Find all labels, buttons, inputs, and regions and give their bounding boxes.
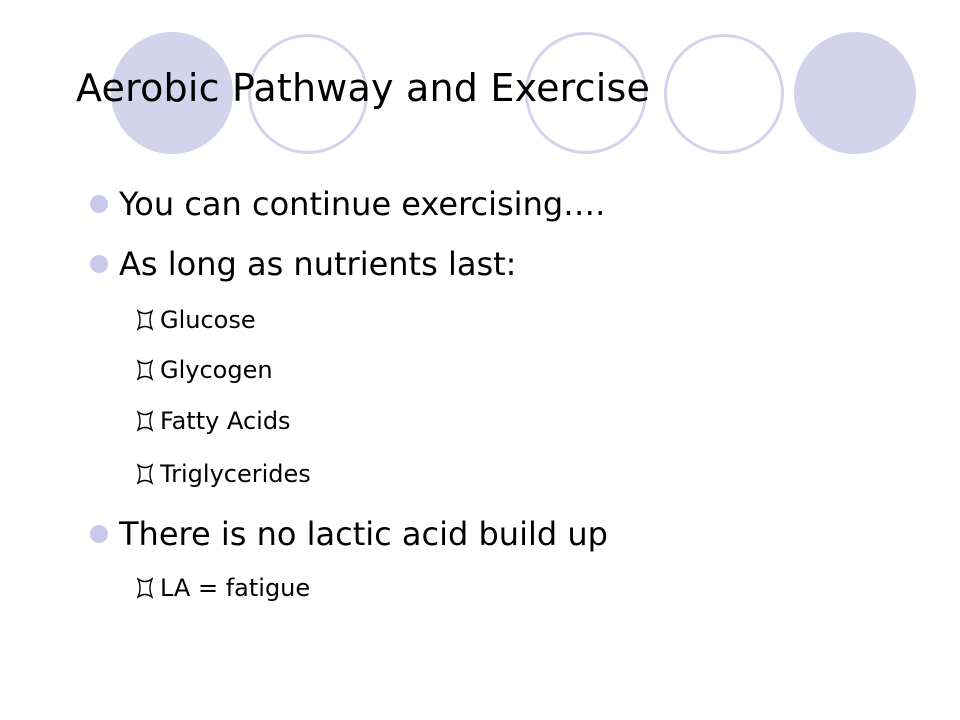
concave-square-bullet-icon (137, 359, 153, 381)
sub-bullet-text: Triglycerides (160, 460, 311, 488)
sub-bullet-text: Fatty Acids (160, 407, 291, 435)
bullet-text: There is no lactic acid build up (119, 515, 608, 553)
concave-square-bullet-icon (137, 309, 153, 331)
filled-circle-bullet-icon (90, 255, 108, 273)
concave-square-bullet-icon (137, 410, 153, 432)
sub-bullet-text: Glycogen (160, 356, 273, 384)
concave-square-bullet-icon (137, 463, 153, 485)
filled-circle-bullet-icon (90, 195, 108, 213)
sub-bullet-text: LA = fatigue (160, 574, 311, 602)
concave-square-bullet-icon (137, 577, 153, 599)
bullet-text: You can continue exercising…. (119, 185, 606, 223)
slide-title: Aerobic Pathway and Exercise (76, 66, 651, 110)
bullet-text: As long as nutrients last: (119, 245, 517, 283)
filled-circle-bullet-icon (90, 525, 108, 543)
sub-bullet-text: Glucose (160, 306, 256, 334)
